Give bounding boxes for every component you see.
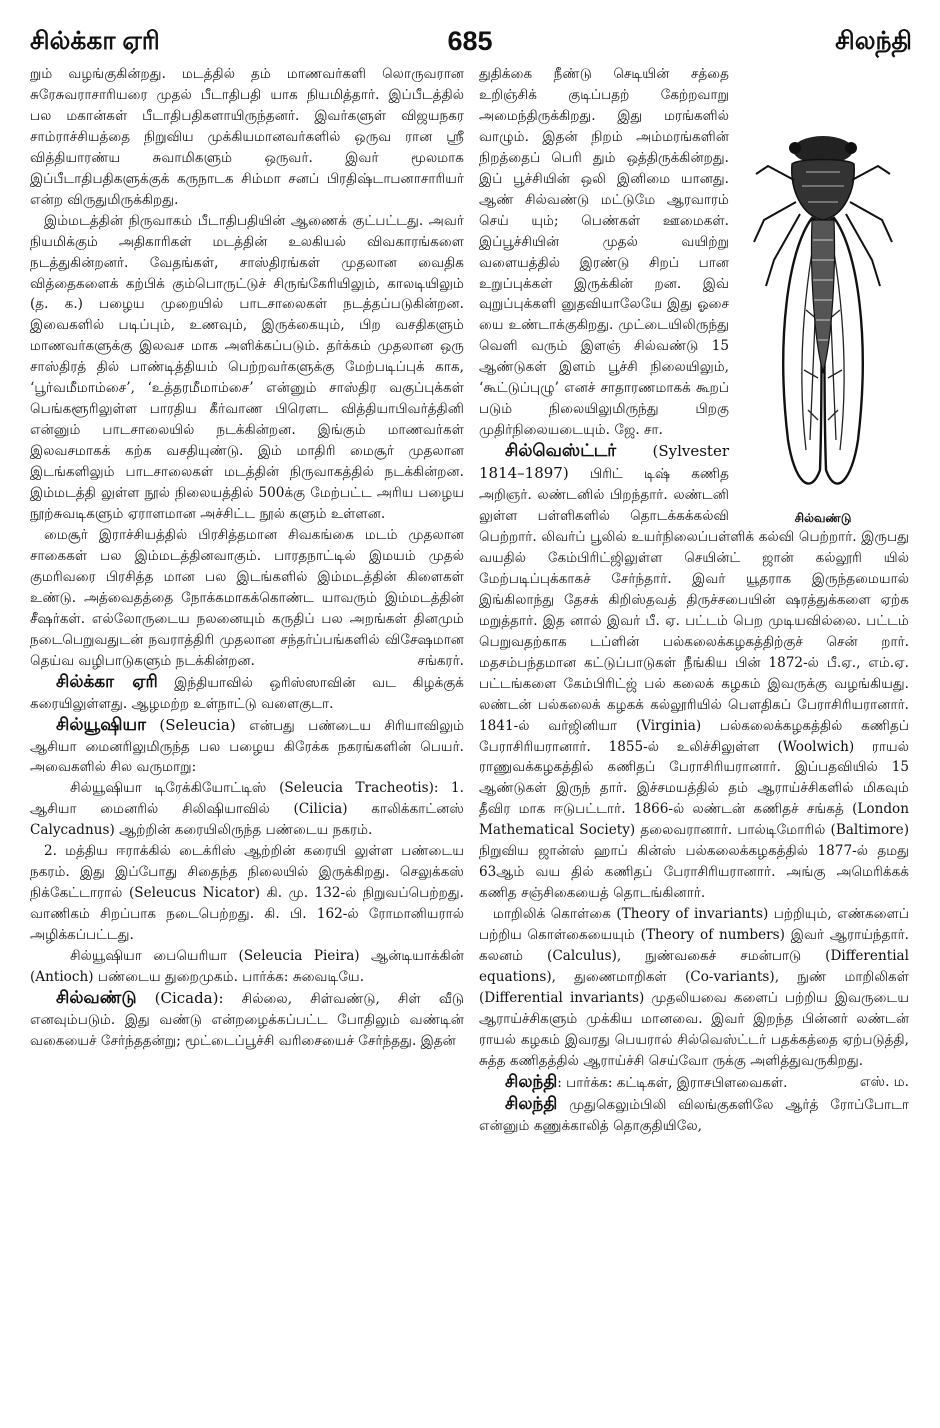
entry-spider-cross-reference [479, 1072, 909, 1094]
paragraph-text: துதிக்கை நீண்டு செடியின் சத்தை உறிஞ்சிக் குடிப்பதற் கேற்றவாறு அமைந்திருக்கிறது. இது மரங்களில் வாழும். இதன் நிறம் அம்மரங்களின் நிறத்தைப் பெரி தும் ஒத்திருக்கின்றது. இப் பூச்சியின் ஒலி இனிமை யானது. ஆண் சில்வண்டு மட்டுமே ஆரவாரம் செய் யும்; பெண்கள் ஊமைகள். இப்பூச்சியின் முதல் வயிற்று வளையத்தில் இரண்டு சிறப் பான உறுப்புக்கள் இருக்கின் றன. இவ் வுறுப்புக்களி னுதவியாலேயே இது ஓசை யை உண்டாக்குகிறது. முட்டையிலிருந்து வெளி வரும் இளஞ் சில்வண்டு 15 ஆண்டுகள் இளம் பூச்சி நிலையிலும், ‘கூட்டுப்புழு’ எனச் சாதாரணமாகக் கூறப் படும் நிலையிலுமிருந்து பிறகு முதிர்நிலையடையும். [479, 66, 729, 439]
paragraph-text: மாறிலிக் கொள்கை (Theory of invariants) பற்றியும், எண்களைப் பற்றிய கொள்கையையும் (Theory of numbers) இவர் ஆராய்ந்தார். கலனம் (Calculus), நுண்வகைச் சமன்பாடு (Differential equations), துணைமாறிகள் (Co-variants), நுண் மாறிலிகள் (Differential invariants) முதலியவை களைப் பற்றிய இவருடைய ஆராய்ச்சிகளும் முக்கிய மானவை. இவர் இறந்த பின்னர் லண்டன் ராயல் கழகம் இவரது பெயரால் சில்வெஸ்ட்டர் பதக்கத்தை ஏற்படுத்தி, சுத்த கணிதத்தில் ஆராய்ச்சி செய்வோ ருக்கு அளித்துவருகிறது. [479, 906, 909, 1069]
entry-subhead: சில்யூஷியா டிரேக்கியோட்டிஸ் [70, 780, 267, 797]
entry-text: (Seleucia Pieira) ஆன்டியாக்கின் (Antioch) பண்டைய துறைமுகம். பார்க்க: சுவைடியே. [30, 948, 464, 985]
entry-cicada [30, 988, 464, 1052]
entry-headword: சில்யூஷியா [56, 714, 146, 735]
entry-headword: சிலந்தி [505, 1071, 558, 1092]
entry-seleucia [30, 715, 464, 779]
running-head-right: சிலந்தி [835, 27, 912, 55]
entry-text: சில்லை, சிள்வண்டு, சிள் வீடு எனவும்படும். இது வண்டு என்றழைக்கப்பட்ட போதிலும் வண்டின் வகையைச் சேர்ந்ததன்று; மூட்டைப்பூச்சி வரிசையைச் சேர்ந்தது. இதன் [30, 990, 464, 1049]
entry-seleucia-tracheotis [30, 778, 464, 841]
author-signature: ஜே. சா. [614, 422, 663, 439]
cicada-illustration [748, 110, 898, 502]
page-number: 685 [447, 26, 493, 56]
entry-seleucia-pieira [30, 946, 464, 988]
entry-headword: சில்வண்டு [56, 987, 137, 1008]
left-column [30, 64, 464, 1404]
paragraph: றும் வழங்குகின்றது. மடத்தில் தம் மாணவர்களி லொருவரான சுரேசுவராசாரியரை முதல் பீடாதிபதி யாக நியமித்தார். இப்பீடத்தில் பல மகான்கள் பீடாதிபதிகளாயிருந்தனர். இவர்களுள் விஜயநகர சாம்ராச்சியத்தை நிறுவிய முக்கியமானவர்களில் ஒருவ ரான ஸ்ரீ வித்தியாரண்ய சுவாமிகளும் ஒருவர். இவர் மூலமாக இப்பீடாதிபதிகளுக்குக் கருநாடக சிம்மா சனப் பிரதிஷ்டாபனாசாரியர் என்ற விருதுமிருக்கிறது. [30, 66, 464, 208]
entry-text: பிரிட் டிஷ் கணித அறிஞர். லண்டனில் பிறந்தார். லண்டனி லுள்ள பள்ளிகளில் தொடக்கக்கல்வி பெற்றார். லிவர்ப் பூலில் உயர்நிலைப்பள்ளிக் கல்வி பெற்றார். இருபது வயதில் கேம்பிரிட்ஜிலுள்ள செயின்ட் ஜான் கல்லூரி யில் மேற்படிப்புக்காகச் சேர்ந்தார். இவர் யூதராக இருந்தமையால் இங்கிலாந்து தேசக் கிறிஸ்தவத் திருச்சபையின் ஷரத்துக்களை ஏற்க மறுத்தார். இத னால் இவர் பீ. ஏ. பட்டம் பெற முடியவில்லை. பட்டம் பெறுவதற்காக டப்ளின் பல்கலைக்கழகத்திற்குச் சென் றார். மதசம்பந்தமான கட்டுப்பாடுகள் நீங்கிய பின் 1872-ல் பீ.ஏ., எம்.ஏ. பட்டங்களை கேம்பிரிட்ஜ் பல் கலைக் கழகம் இவருக்கு வழங்கியது. லண்டன் பல்கலைக் கழகக் கல்லூரியில் பௌதிகப் பேராசிரியரானார். 1841-ல் வர்ஜினியா (Virginia) பல்கலைக்கழகத்தில் கணிதப் பேராசிரியரானார். 1855-ல் உலிச்சிலுள்ள (Woolwich) ராயல் ராணுவக்கழகத்தில் கணிதப் பேராசிரியரானார். இப்பதவியில் 15 ஆண்டுகள் இருந் தார். இச்சமயத்தில் தம் ஆராய்ச்சிகளில் மிகவும் தீவிர மாக ஈடுபட்டார். 1866-ல் லண்டன் கணிதச் சங்கத் (London Mathematical Society) தலைவரானார். பால்டிமோரில் (Baltimore) நிறுவிய ஜான்ஸ் ஹாப் கின்ஸ் பல்கலைக்கழகத்தில் 1877-ல் தமது 63ஆம் வய தில் கணிதப் பேராசிரியரானார். அங்கு அமெரிக்கக் கணித சஞ்சிகையைத் தொடங்கினார். [479, 466, 909, 902]
entry-chilka-lake [30, 672, 464, 715]
latin-name: (Cicada): [154, 988, 224, 1007]
entry-headword: சிலந்தி [505, 1093, 558, 1114]
entry-spider [479, 1094, 909, 1137]
entry-text: (Seleucia Tracheotis): 1. ஆசியா மைனரில் சிலிஷியாவில் (Cilicia) காலிக்காட்னஸ் Calycadnus) ஆற்றின் கரையிலிருந்த பண்டைய நகரம். [30, 780, 464, 839]
entry-text: இந்தியாவில் ஒரிஸ்ஸாவின் வட கிழக்குக் கரையிலுள்ளது. ஆழமற்ற உள்நாட்டு வளைகுடா. [30, 674, 464, 712]
entry-text: முதுகெலும்பிலி விலங்குகளிலே ஆர்த் ரோப்போடா என்னும் கணுக்காலித் தொகுதியிலே, [479, 1096, 909, 1134]
entry-headword: சில்வெஸ்ட்டர் [505, 441, 617, 462]
entry-text: என்பது பண்டைய சிரியாவிலும் ஆசியா மைனரிலுமிருந்த பல பழைய கிரேக்க நகரங்களின் பெயர். அவைகளில் சில வருமாறு: [30, 717, 464, 776]
latin-name: (Seleucia) [159, 715, 236, 734]
running-head-left: சில்க்கா ஏரி [30, 27, 160, 55]
entry-subhead: சில்யூஷியா பையெரியா [70, 948, 228, 965]
entry-headword: சில்க்கா ஏரி [56, 671, 158, 692]
author-signature: எஸ். ம. [859, 1073, 909, 1090]
figure-caption: சில்வண்டு [794, 511, 852, 525]
author-signature: சங்கரர். [417, 652, 464, 669]
paragraph [30, 525, 464, 672]
paragraph-text: மைசூர் இராச்சியத்தில் பிரசித்தமான சிவகங்கை மடம் முதலான சாகைகள் பல இம்மடத்தினவாகும். பாரதநாட்டில் இமயம் முதல் குமரிவரை பிரசித்த மான பல இடங்களில் இம்மடத்தின் கிளைகள் உண்டு. அத்வைதத்தை நோக்கமாகக்கொண்ட யாவரும் இம்மடத்தின் சீஷர்கள். எல்லோருடைய நலனையும் கருதிப் பல அறங்கள் தினமும் நடைபெறுவதுடன் நவராத்திரி முதலான சந்தர்ப்பங்களில் விசேஷமான தெய்வ வழிபாடுகளும் நடக்கின்றன. [30, 526, 464, 669]
right-column [479, 64, 909, 1404]
paragraph: இம்மடத்தின் நிருவாகம் பீடாதிபதியின் ஆணைக் குட்பட்டது. அவர் நியமிக்கும் அதிகாரிகள் மடத்தின் உலகியல் விவகாரங்களை நடத்துகின்றனர். வேதங்கள், சாஸ்திரங்கள் முதலான வைதிக வித்தைகளைக் கற்பிக் கும்பொருட்டுச் சிருங்கேரியிலும், காலடியிலும் (த. க.) பழைய முறையில் பாடசாலைகள் நடத்தப்படுகின்றன. இவைகளில் படிப்பும், உணவும், இருக்கையும், பிற வசதிகளும் மாணவர்களுக்கு இலவச மாக அளிக்கப்படும். தர்க்கம் முதலான ஒரு சாஸ்திரத் தில் பாண்டித்தியம் பெற்றவர்களுக்கு மேற்படிப்புக் காக, ‘பூர்வமீமாம்சை’, ‘உத்தரமீமாம்சை’ என்னும் சாஸ்திர வகுப்புக்கள் பெங்களூரிலுள்ள பாரதிய கீர்வாண பிரௌட வித்தியாபிவர்த்தினி என்னும் பாடசாலையில் நடக்கின்றன. இங்கும் மாணவர்கள் இலவசமாகக் கற்க வசதியுண்டு. இம் மாதிரி மைசூர் முதலான இடங்களிலும் பாடசாலைகள் மடத்தின் நிருவாகத்தில் நடக்கின்றன. இம்மடத்தி லுள்ள நூல் நிலையத்தில் 500க்கு மேற்பட்ட அரிய பழைய நூற்சுவடிகளும் ஏராளமான அச்சிட்ட நூல் களும் உள்ளன. [30, 212, 464, 523]
cicada-figure [737, 110, 909, 525]
entry-text: : பார்க்க: கட்டிகள், இராசபிளவைகள். [557, 1074, 788, 1091]
latin-name: (Sylvester 1814–1897) [479, 442, 729, 483]
paragraph: 2. மத்திய ஈராக்கில் டைக்ரிஸ் ஆற்றின் கரையி லுள்ள பண்டைய நகரம். இது இப்போது சிதைந்த நிலையில் இருக்கிறது. செலுக்கஸ் நிக்கேட்டாரால் (Seleucus Nicator) கி. மு. 132-ல் நிறுவப்பெற்றது. வாணிகம் சிறப்பாக நடைபெற்றது. கி. பி. 162-ல் ரோமானியரால் அழிக்கப்பட்டது. [30, 843, 464, 944]
